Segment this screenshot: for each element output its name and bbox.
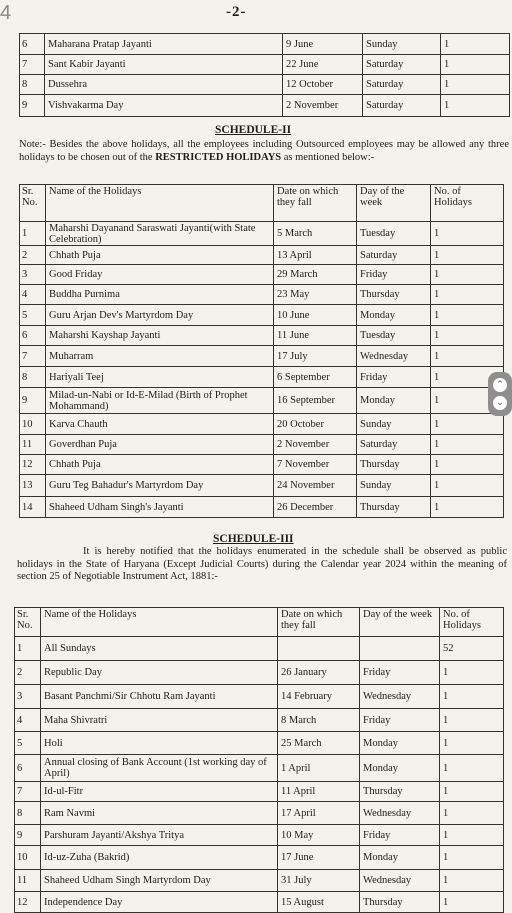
- schedule2-cell-date: 7 November: [274, 455, 357, 475]
- schedule2-cell-date: 6 September: [274, 367, 357, 388]
- schedule3-cell-date: 14 February: [278, 685, 360, 709]
- schedule3-cell-date: 15 August: [278, 892, 360, 913]
- schedule2-cell-date: 13 April: [274, 246, 357, 265]
- schedule1-cell-holiday-name: Maharana Pratap Jayanti: [45, 34, 283, 55]
- schedule2-cell-count: 1: [431, 435, 504, 455]
- schedule1-cell-count: 1: [441, 55, 510, 75]
- schedule2-cell-holiday-name: Guru Arjan Dev's Martyrdom Day: [46, 305, 274, 326]
- schedule3-cell-date: [278, 637, 360, 661]
- schedule2-cell-holiday-name: Karva Chauth: [46, 414, 274, 435]
- schedule1-cell-date: 12 October: [283, 75, 363, 95]
- schedule1-cell-sr-no: 8: [20, 75, 45, 95]
- schedule1-tail-table: [19, 33, 510, 117]
- schedule3-cell-count: 1: [440, 846, 504, 870]
- schedule2-header-date: Date on which they fall: [274, 185, 357, 222]
- schedule2-cell-date: 17 July: [274, 346, 357, 367]
- schedule3-row: [15, 755, 504, 782]
- schedule1-cell-holiday-name: Dussehra: [45, 75, 283, 95]
- schedule3-cell-holiday-name: Holi: [41, 732, 278, 755]
- schedule1-cell-count: 1: [441, 34, 510, 55]
- schedule3-cell-count: 52: [440, 637, 504, 661]
- schedule3-cell-sr-no: 3: [15, 685, 41, 709]
- schedule2-cell-count: 1: [431, 305, 504, 326]
- schedule2-cell-holiday-name: Chhath Puja: [46, 455, 274, 475]
- schedule2-cell-date: 11 June: [274, 326, 357, 346]
- schedule3-row: [15, 846, 504, 870]
- schedule1-cell-count: 1: [441, 95, 510, 117]
- schedule1-cell-sr-no: 6: [20, 34, 45, 55]
- schedule2-cell-day: Sunday: [357, 414, 431, 435]
- schedule2-cell-holiday-name: Hariyali Teej: [46, 367, 274, 388]
- schedule1-cell-holiday-name: Sant Kabir Jayanti: [45, 55, 283, 75]
- schedule1-cell-day: Saturday: [363, 55, 441, 75]
- schedule2-row: [20, 475, 504, 497]
- schedule3-cell-count: 1: [440, 661, 504, 685]
- schedule2-note-prefix: Note:- Besides the above holidays, all the employees including Outsourced employees may be allowed any three holidays to be chosen out of the: [19, 139, 509, 163]
- schedule3-cell-day: Monday: [360, 732, 440, 755]
- schedule3-cell-sr-no: 4: [15, 709, 41, 732]
- schedule2-header-day: Day of the week: [357, 185, 431, 222]
- schedule3-row: [15, 637, 504, 661]
- schedule2-cell-holiday-name: Buddha Purnima: [46, 285, 274, 305]
- schedule2-cell-day: Saturday: [357, 435, 431, 455]
- schedule1-cell-count: 1: [441, 75, 510, 95]
- schedule2-row: [20, 222, 504, 246]
- schedule3-row: [15, 661, 504, 685]
- schedule2-cell-holiday-name: Good Friday: [46, 265, 274, 285]
- schedule2-cell-day: Monday: [357, 305, 431, 326]
- schedule2-note-suffix: as mentioned below:-: [281, 151, 375, 163]
- schedule2-cell-date: 29 March: [274, 265, 357, 285]
- schedule3-cell-count: 1: [440, 755, 504, 782]
- schedule3-cell-date: 26 January: [278, 661, 360, 685]
- schedule2-cell-sr-no: 14: [20, 497, 46, 518]
- schedule2-cell-holiday-name: Chhath Puja: [46, 246, 274, 265]
- schedule3-cell-count: 1: [440, 802, 504, 825]
- schedule3-cell-holiday-name: Ram Navmi: [41, 802, 278, 825]
- schedule2-cell-day: Thursday: [357, 455, 431, 475]
- schedule2-row: [20, 435, 504, 455]
- scroll-down-icon[interactable]: ⌄: [493, 396, 507, 410]
- schedule3-header-row: [15, 608, 504, 637]
- schedule2-cell-date: 16 September: [274, 388, 357, 414]
- schedule3-cell-date: 25 March: [278, 732, 360, 755]
- schedule3-cell-day: [360, 637, 440, 661]
- schedule3-cell-day: Friday: [360, 709, 440, 732]
- schedule2-cell-count: 1: [431, 222, 504, 246]
- schedule1-cell-holiday-name: Vishvakarma Day: [45, 95, 283, 117]
- schedule3-header-day: Day of the week: [360, 608, 440, 637]
- schedule3-table: [14, 607, 504, 913]
- schedule2-cell-sr-no: 13: [20, 475, 46, 497]
- schedule2-cell-sr-no: 9: [20, 388, 46, 414]
- schedule3-cell-sr-no: 1: [15, 637, 41, 661]
- schedule2-cell-day: Thursday: [357, 497, 431, 518]
- schedule2-cell-sr-no: 5: [20, 305, 46, 326]
- schedule3-cell-date: 1 April: [278, 755, 360, 782]
- schedule3-header-holiday-name: Name of the Holidays: [41, 608, 278, 637]
- schedule2-header-count: No. of Holidays: [431, 185, 504, 222]
- schedule2-cell-count: 1: [431, 367, 504, 388]
- schedule2-row: [20, 285, 504, 305]
- schedule2-row: [20, 265, 504, 285]
- schedule3-cell-day: Monday: [360, 755, 440, 782]
- schedule2-row: [20, 388, 504, 414]
- schedule2-row: [20, 326, 504, 346]
- page-number: -2-: [226, 4, 247, 20]
- schedule2-row: [20, 455, 504, 475]
- schedule1-row: [20, 75, 510, 95]
- schedule2-cell-sr-no: 6: [20, 326, 46, 346]
- schedule2-cell-day: Tuesday: [357, 326, 431, 346]
- schedule2-cell-holiday-name: Guru Teg Bahadur's Martyrdom Day: [46, 475, 274, 497]
- schedule1-cell-date: 9 June: [283, 34, 363, 55]
- schedule2-cell-count: 1: [431, 346, 504, 367]
- schedule2-cell-day: Friday: [357, 367, 431, 388]
- schedule3-cell-date: 17 June: [278, 846, 360, 870]
- schedule3-cell-count: 1: [440, 709, 504, 732]
- schedule3-cell-holiday-name: Basant Panchmi/Sir Chhotu Ram Jayanti: [41, 685, 278, 709]
- schedule3-cell-date: 31 July: [278, 870, 360, 892]
- schedule3-cell-date: 10 May: [278, 825, 360, 846]
- schedule2-row: [20, 414, 504, 435]
- schedule2-cell-date: 10 June: [274, 305, 357, 326]
- schedule2-cell-date: 26 December: [274, 497, 357, 518]
- schedule1-cell-day: Saturday: [363, 75, 441, 95]
- schedule2-cell-date: 2 November: [274, 435, 357, 455]
- schedule2-cell-sr-no: 7: [20, 346, 46, 367]
- schedule2-cell-holiday-name: Maharshi Dayanand Saraswati Jayanti(with State Celebration): [46, 222, 274, 246]
- schedule3-cell-date: 8 March: [278, 709, 360, 732]
- schedule1-row: [20, 55, 510, 75]
- schedule2-cell-day: Friday: [357, 265, 431, 285]
- schedule2-cell-holiday-name: Shaheed Udham Singh's Jayanti: [46, 497, 274, 518]
- schedule2-cell-holiday-name: Muharram: [46, 346, 274, 367]
- schedule3-cell-sr-no: 9: [15, 825, 41, 846]
- schedule3-row: [15, 892, 504, 913]
- schedule3-cell-sr-no: 10: [15, 846, 41, 870]
- schedule3-cell-holiday-name: Id-ul-Fitr: [41, 782, 278, 802]
- schedule2-cell-sr-no: 3: [20, 265, 46, 285]
- schedule2-cell-date: 23 May: [274, 285, 357, 305]
- schedule1-row: [20, 95, 510, 117]
- schedule2-cell-sr-no: 8: [20, 367, 46, 388]
- schedule3-cell-day: Monday: [360, 846, 440, 870]
- schedule1-cell-day: Sunday: [363, 34, 441, 55]
- schedule2-cell-holiday-name: Maharshi Kayshap Jayanti: [46, 326, 274, 346]
- schedule2-row: [20, 367, 504, 388]
- schedule3-cell-sr-no: 12: [15, 892, 41, 913]
- schedule3-cell-sr-no: 11: [15, 870, 41, 892]
- schedule2-cell-count: 1: [431, 246, 504, 265]
- schedule3-cell-day: Wednesday: [360, 685, 440, 709]
- schedule3-heading: SCHEDULE-III: [213, 533, 294, 545]
- schedule3-cell-count: 1: [440, 732, 504, 755]
- schedule3-cell-count: 1: [440, 870, 504, 892]
- schedule2-cell-sr-no: 2: [20, 246, 46, 265]
- schedule3-row: [15, 802, 504, 825]
- schedule3-note: It is hereby notified that the holidays enumerated in the schedule shall be observed as public holidays in the State of Haryana (Except Judicial Courts) during the Calendar year 2024 within the meaning of section 25 of Negotiable Instrument Act, 1881:-: [17, 546, 507, 582]
- schedule2-cell-day: Thursday: [357, 285, 431, 305]
- schedule2-cell-date: 24 November: [274, 475, 357, 497]
- schedule3-cell-count: 1: [440, 825, 504, 846]
- schedule2-cell-count: 1: [431, 475, 504, 497]
- schedule2-cell-sr-no: 10: [20, 414, 46, 435]
- schedule3-cell-sr-no: 5: [15, 732, 41, 755]
- schedule3-cell-day: Wednesday: [360, 802, 440, 825]
- schedule3-cell-count: 1: [440, 782, 504, 802]
- schedule2-row: [20, 346, 504, 367]
- schedule2-cell-day: Monday: [357, 388, 431, 414]
- schedule2-note-bold: RESTRICTED HOLIDAYS: [155, 151, 282, 163]
- schedule3-cell-day: Thursday: [360, 782, 440, 802]
- schedule2-cell-sr-no: 11: [20, 435, 46, 455]
- schedule2-cell-date: 20 October: [274, 414, 357, 435]
- schedule2-header-sr-no: Sr. No.: [20, 185, 46, 222]
- schedule1-cell-date: 22 June: [283, 55, 363, 75]
- schedule2-cell-day: Sunday: [357, 475, 431, 497]
- schedule2-header-holiday-name: Name of the Holidays: [46, 185, 274, 222]
- schedule2-cell-count: 1: [431, 265, 504, 285]
- schedule2-cell-day: Saturday: [357, 246, 431, 265]
- schedule3-cell-holiday-name: Parshuram Jayanti/Akshya Tritya: [41, 825, 278, 846]
- schedule1-cell-sr-no: 9: [20, 95, 45, 117]
- schedule3-cell-holiday-name: Id-uz-Zuha (Bakrid): [41, 846, 278, 870]
- schedule3-cell-holiday-name: Maha Shivratri: [41, 709, 278, 732]
- schedule2-note: [19, 139, 509, 164]
- schedule2-cell-count: 1: [431, 414, 504, 435]
- page-corner-mark: 4: [0, 2, 12, 24]
- schedule2-row: [20, 305, 504, 326]
- schedule3-cell-date: 17 April: [278, 802, 360, 825]
- schedule2-cell-date: 5 March: [274, 222, 357, 246]
- schedule3-cell-count: 1: [440, 685, 504, 709]
- schedule2-cell-holiday-name: Goverdhan Puja: [46, 435, 274, 455]
- schedule2-cell-count: 1: [431, 326, 504, 346]
- schedule3-row: [15, 685, 504, 709]
- scroll-up-icon[interactable]: ⌃: [493, 378, 507, 392]
- schedule3-cell-sr-no: 2: [15, 661, 41, 685]
- schedule3-cell-day: Friday: [360, 825, 440, 846]
- schedule2-header-row: [20, 185, 504, 222]
- schedule3-cell-day: Wednesday: [360, 870, 440, 892]
- schedule3-cell-sr-no: 8: [15, 802, 41, 825]
- schedule3-header-sr-no: Sr. No.: [15, 608, 41, 637]
- schedule2-row: [20, 246, 504, 265]
- schedule1-cell-date: 2 November: [283, 95, 363, 117]
- schedule2-cell-sr-no: 4: [20, 285, 46, 305]
- schedule2-cell-holiday-name: Milad-un-Nabi or Id-E-Milad (Birth of Prophet Mohammand): [46, 388, 274, 414]
- schedule3-cell-count: 1: [440, 892, 504, 913]
- schedule2-cell-sr-no: 1: [20, 222, 46, 246]
- schedule3-cell-day: Friday: [360, 661, 440, 685]
- schedule3-cell-holiday-name: Independence Day: [41, 892, 278, 913]
- schedule3-cell-holiday-name: Shaheed Udham Singh Martyrdom Day: [41, 870, 278, 892]
- schedule3-header-date: Date on which they fall: [278, 608, 360, 637]
- schedule1-cell-day: Saturday: [363, 95, 441, 117]
- schedule3-row: [15, 732, 504, 755]
- schedule3-cell-holiday-name: Republic Day: [41, 661, 278, 685]
- schedule3-row: [15, 709, 504, 732]
- schedule2-cell-sr-no: 12: [20, 455, 46, 475]
- schedule2-cell-count: 1: [431, 497, 504, 518]
- schedule2-cell-count: 1: [431, 388, 504, 414]
- schedule3-cell-holiday-name: All Sundays: [41, 637, 278, 661]
- schedule3-cell-holiday-name: Annual closing of Bank Account (1st working day of April): [41, 755, 278, 782]
- page-scroll-control: [488, 372, 512, 416]
- schedule2-cell-day: Tuesday: [357, 222, 431, 246]
- schedule1-cell-sr-no: 7: [20, 55, 45, 75]
- schedule3-cell-sr-no: 7: [15, 782, 41, 802]
- schedule3-row: [15, 870, 504, 892]
- schedule2-row: [20, 497, 504, 518]
- schedule2-cell-day: Wednesday: [357, 346, 431, 367]
- schedule3-row: [15, 825, 504, 846]
- schedule3-header-count: No. of Holidays: [440, 608, 504, 637]
- schedule3-cell-day: Thursday: [360, 892, 440, 913]
- schedule2-heading: SCHEDULE-II: [215, 124, 292, 136]
- schedule3-cell-sr-no: 6: [15, 755, 41, 782]
- schedule1-row: [20, 34, 510, 55]
- schedule3-cell-date: 11 April: [278, 782, 360, 802]
- schedule3-row: [15, 782, 504, 802]
- schedule2-cell-count: 1: [431, 455, 504, 475]
- schedule2-table: [19, 184, 504, 518]
- schedule2-cell-count: 1: [431, 285, 504, 305]
